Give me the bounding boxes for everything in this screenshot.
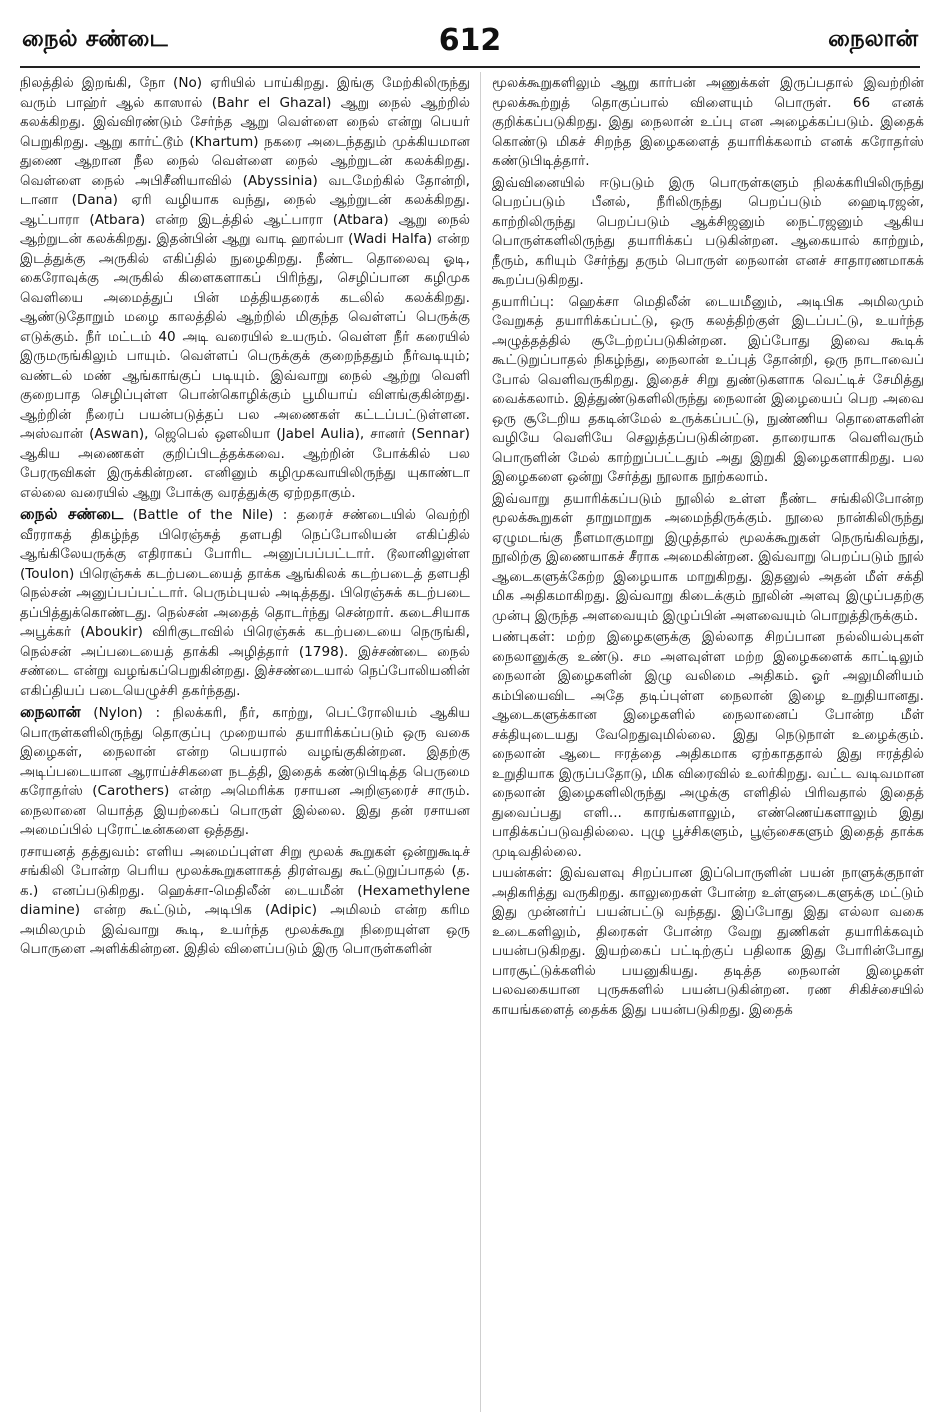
uses-paragraph: பயன்கள்: இவ்வளவு சிறப்பான இப்பொருளின் பயன் நாளுக்குநாள் அதிகரித்து வருகிறது. காலுறைகள் போன்ற உள்ளுடைகளுக்கு மட்டும் இது முன்னர்ப் பயன்பட்டு வந்தது. இப்போது இது எல்லா வகை உடைகளிலும், திரைகள் போன்ற வேறு துணிகள் தயாரிக்கவும் பயன்படுகிறது. இயற்கைப் பட்டிற்குப் பதிலாக இது போரின்போது பாரசூட்டுக்களில் பயனுகியது. தடித்த நைலான் இழைகள் பலவகையான புருசுகளில் பயன்படுகின்றன. ரண சிகிச்சையில் காயங்களைத் தைக்க இது பயன்படுகிறது. இதைக்	[492, 865, 924, 1018]
header-right-title: நைலான்	[828, 25, 918, 52]
page-number: 612	[438, 22, 502, 58]
battle-title-en: (Battle of the Nile) :	[132, 507, 288, 523]
header-rule	[20, 66, 920, 68]
nylon-body: நிலக்கரி, நீர், காற்று, பெட்ரோலியம் ஆகிய பொருள்களிலிருந்து தொகுப்பு முறையால் தயாரிக்கப்படும் ஒரு வகை இழைகள், நைலான் என்ற பெயரால் வழங்குகின்றன. இதற்கு அடிப்படையான ஆராய்ச்சிகளை நடத்தி, இதைக் கண்டுபிடித்த பெருமை கரோதர்ஸ் (Carothers) என்ற அமெரிக்க ரசாயன அறிஞரைச் சாரும். நைலானை யொத்த இயற்கைப் பொருள் இல்லை. இது தன் ரசாயன அமைப்பில் புரோட்டீன்களை ஒத்தது.	[20, 705, 470, 838]
nile-river-paragraph: நிலத்தில் இறங்கி, நோ (No) ஏரியில் பாய்கிறது. இங்கு மேற்கிலிருந்து வரும் பாஹ்ர் ஆல் காஸால் (Bahr el Ghazal) ஆறு நைல் ஆற்றில் கலக்கிறது. இவ்விரண்டும் சேர்ந்த ஆறு வெள்ளை நைல் என்று பெயர் பெறுகிறது. ஆறு கார்ட்டூம் (Khartum) நகரை அடைந்ததும் முக்கியமான துணை ஆறான நீல நைல் வெள்ளை நைல் ஆற்றுடன் கலக்கிறது. வெள்ளை நைல் அபிசீனியாவில் (Abyssinia) வடமேற்கில் தோன்றி, டானா (Dana) ஏரி வழியாக வந்து, நைல் ஆற்றுடன் கலக்கிறது. ஆட்பாரா (Atbara) என்ற இடத்தில் ஆட்பாரா (Atbara) ஆறு நைல் ஆற்றுடன் கலக்கிறது. இதன்பின் ஆறு வாடி ஹால்பா (Wadi Halfa) என்ற இடத்துக்கு அருகில் எகிப்தில் நுழைகிறது. நீண்ட தொலைவு ஓடி, கைரோவுக்கு அருகில் கிளைகளாகப் பிரிந்து, செழிப்பான கழிமுக வெளியை அமைத்துப் பின் மத்தியதரைக் கடலில் கலக்கிறது. ஆண்டுதோறும் மழை காலத்தில் ஆற்றில் மிகுந்த வெள்ளப் பெருக்கு எடுக்கும். நீர் மட்டம் 40 அடி வரையில் உயரும். வெள்ள நீர் கரையில் இருமருங்கிலும் பாயும். வெள்ளப் பெருக்குக் குறைந்ததும் நீர்வடியும்; வண்டல் மண் ஆங்காங்குப் படியும். இவ்வாறு நைல் ஆற்று வெளி குறைபாத செழிப்புள்ள பொன்கொழிக்கும் பூமியாய் விளங்குகின்றது. ஆற்றின் நீரைப் பயன்படுத்தப் பல அணைகள் கட்டப்பட்டுள்ளன. அஸ்வான் (Aswan), ஜெபெல் ஔலியா (Jabel Aulia), சானர் (Sennar) ஆகிய அணைகள் குறிப்பிடத்தக்கவை. ஆற்றின் போக்கில் பல பேரருவிகள் இருக்கின்றன. எனினும் கழிமுகவாயிலிருந்து யுகாண்டா எல்லை வரையில் ஆறு போக்கு வரத்துக்கு ஏற்றதாகும்.	[20, 75, 470, 501]
battle-title: நைல் சண்டை	[20, 505, 124, 523]
nylon-title: நைலான்	[20, 703, 81, 721]
left-column	[20, 74, 470, 1419]
stretching-paragraph: இவ்வாறு தயாரிக்கப்படும் நூலில் உள்ள நீண்ட சங்கிலிபோன்ற மூலக்கூறுகள் தாறுமாறுக அமைந்திருக்கும். நூலை நான்கிலிருந்து ஏழுமடங்கு நீளமாகுமாறு இழுத்தால் மூலக்கூறுகள் நெருங்கிவந்து, நூலிற்கு இணையாகச் சீராக அமைகின்றன. இவ்வாறு பெறப்படும் நூல் ஆடைகளுக்கேற்ற இழையாக மாறுகிறது. இதனுல் அதன் மீள் சக்தி மிக அதிகமாகிறது. இவ்வாறு கிடைக்கும் நூலின் அளவு இழுப்பதற்கு முன்பு இருந்த அளவையும் இழுப்பின் அளவையும் பொறுத்திருக்கும்.	[492, 490, 924, 624]
right-column	[492, 74, 924, 1419]
column-divider	[480, 72, 481, 1412]
page-header	[22, 18, 918, 62]
manufacture-paragraph: தயாரிப்பு: ஹெக்சா மெதிலீன் டையமீனும், அடிபிக அமிலமும் வேறுகத் தயாரிக்கப்பட்டு, ஒரு கலத்திற்குள் இடப்பட்டு, உயர்ந்த அழுத்தத்தில் சூடேற்றப்படுகின்றன. இப்போது இவை கூடிக் கூட்டுறுப்பாதல் நிகழ்ந்து, நைலான் உப்புத் தோன்றி, ஒரு நாடாவைப் போல் வெளிவருகிறது. இதைச் சிறு துண்டுகளாக வெட்டிச் சேமித்து வைக்கலாம். இத்துண்டுகளிலிருந்து நைலான் இழையைப் பெற அவை ஒரு சூடேறிய தகடின்மேல் உருக்கப்பட்டு, நுண்ணிய தொளைகளின் வழியே வெளியே செலுத்தப்படுகின்றன. தாரையாக வெளிவரும் பொருளின் மேல் காற்றுப்பட்டதும் அது இறுகி இழைகளாகிறது. பல இழைகளை ஒன்று சேர்த்து நூலாக நூற்கலாம்.	[492, 293, 924, 485]
battle-entry	[20, 505, 470, 701]
raw-materials-paragraph: இவ்வினையில் ஈடுபடும் இரு பொருள்களும் நிலக்கரியிலிருந்து பெறப்படும் பீனல், நீரிலிருந்து பெறப்படும் ஹைடிரஜன், காற்றிலிருந்து பெறப்படும் ஆக்சிஜனும் நைட்ரஜனும் ஆகிய பொருள்களிலிருந்து தயாரிக்கப் படுகின்றன. ஆகையால் காற்றும், நீரும், கரியும் சேர்ந்து தரும் பொருள் நைலான் எனச் சாதாரணமாகக் கூறப்படுகிறது.	[492, 174, 924, 288]
nylon-entry	[20, 703, 470, 841]
nylon-salt-paragraph: மூலக்கூறுகளிலும் ஆறு கார்பன் அணுக்கள் இருப்பதால் இவற்றின் மூலக்கூற்றுத் தொகுப்பால் விளையும் பொருள். 66 எனக் குறிக்கப்படுகிறது. இது நைலான் உப்பு என அழைக்கப்படும். இதைக் கொண்டு மிகச் சிறந்த இழைகளைத் தயாரிக்கலாம் எனக் கரோதர்ஸ் கண்டுபிடித்தார்.	[492, 75, 924, 169]
battle-body: தரைச் சண்டையில் வெற்றி வீரராகத் திகழ்ந்த பிரெஞ்சுத் தளபதி நெப்போலியன் எகிப்தில் ஆங்கிலேயருக்கு எதிராகப் போரிட அனுப்பப்பட்டார். டூலானிலுள்ள (Toulon) பிரெஞ்சுக் கடற்படையைத் தாக்க ஆங்கிலக் கடற்படைத் தளபதி நெல்சன் அனுப்பப்பட்டார். பெரும்புயல் அடித்தது. பிரெஞ்சுக் கடற்படை தப்பித்துக்கொண்டது. நெல்சன் அதைத் தொடர்ந்து சென்றார். கடைசியாக அபூக்கர் (Aboukir) விரிகுடாவில் பிரெஞ்சுக் கடற்படையை நெருங்கி, நெல்சன் அப்படையைத் தாக்கி அழித்தார் (1798). இச்சண்டை நைல் சண்டை என்று வழங்கப்பெறுகின்றது. இச்சண்டையால் நெப்போலியனின் எகிப்தியப் படையெழுச்சி தகர்ந்தது.	[20, 507, 470, 699]
header-left-title: நைல் சண்டை	[22, 25, 168, 52]
properties-paragraph: பண்புகள்: மற்ற இழைகளுக்கு இல்லாத சிறப்பான நல்லியல்புகள் நைலானுக்கு உண்டு. சம அளவுள்ள மற்ற இழைகளைக் காட்டிலும் நைலான் இழைகளின் இழு வலிமை அதிகம். ஓர் அலுமினியம் கம்பியைவிட அதே தடிப்புள்ள நைலான் இழை உறுதியானது. ஆடைகளுக்கான இழைகளில் நைலானைப் போன்ற மீள் சக்தியுடையது வேறெதுவுமில்லை. இது நெடுநாள் உழைக்கும். நைலான் ஆடை ஈரத்தை அதிகமாக ஏற்காததால் இது ஈரத்தில் உறுதியாக இருப்பதோடு, மிக விரைவில் உலர்கிறது. வட்ட வடிவமான நைலான் இழைகளிலிருந்து அழுக்கு எளிதில் பிரிவதால் இதைத் துவைப்பது எளி... காரங்களாலும், எண்ணெய்களாலும் இது பாதிக்கப்படுவதில்லை. புழு பூச்சிகளும், பூஞ்சைகளும் இதைத் தாக்க முடிவதில்லை.	[492, 629, 924, 860]
nylon-title-en: (Nylon) :	[93, 705, 161, 721]
chemistry-paragraph: ரசாயனத் தத்துவம்: எளிய அமைப்புள்ள சிறு மூலக் கூறுகள் ஒன்றுகூடிச் சங்கிலி போன்ற பெரிய மூலக்கூறுகளாகத் திரள்வது கூட்டுறுப்பாதல் (த. க.) எனப்படுகிறது. ஹெக்சா-மெதிலீன் டையமீன் (Hexamethylene diamine) என்ற கூட்டும், அடிபிக (Adipic) அமிலம் என்ற கரிம அமிலமும் இவ்வாறு கூடி, உயர்ந்த மூலக்கூறு நிறையுள்ள ஒரு பொருளை அளிக்கின்றன. இதில் விளைப்படும் இரு பொருள்களின்	[20, 843, 470, 957]
